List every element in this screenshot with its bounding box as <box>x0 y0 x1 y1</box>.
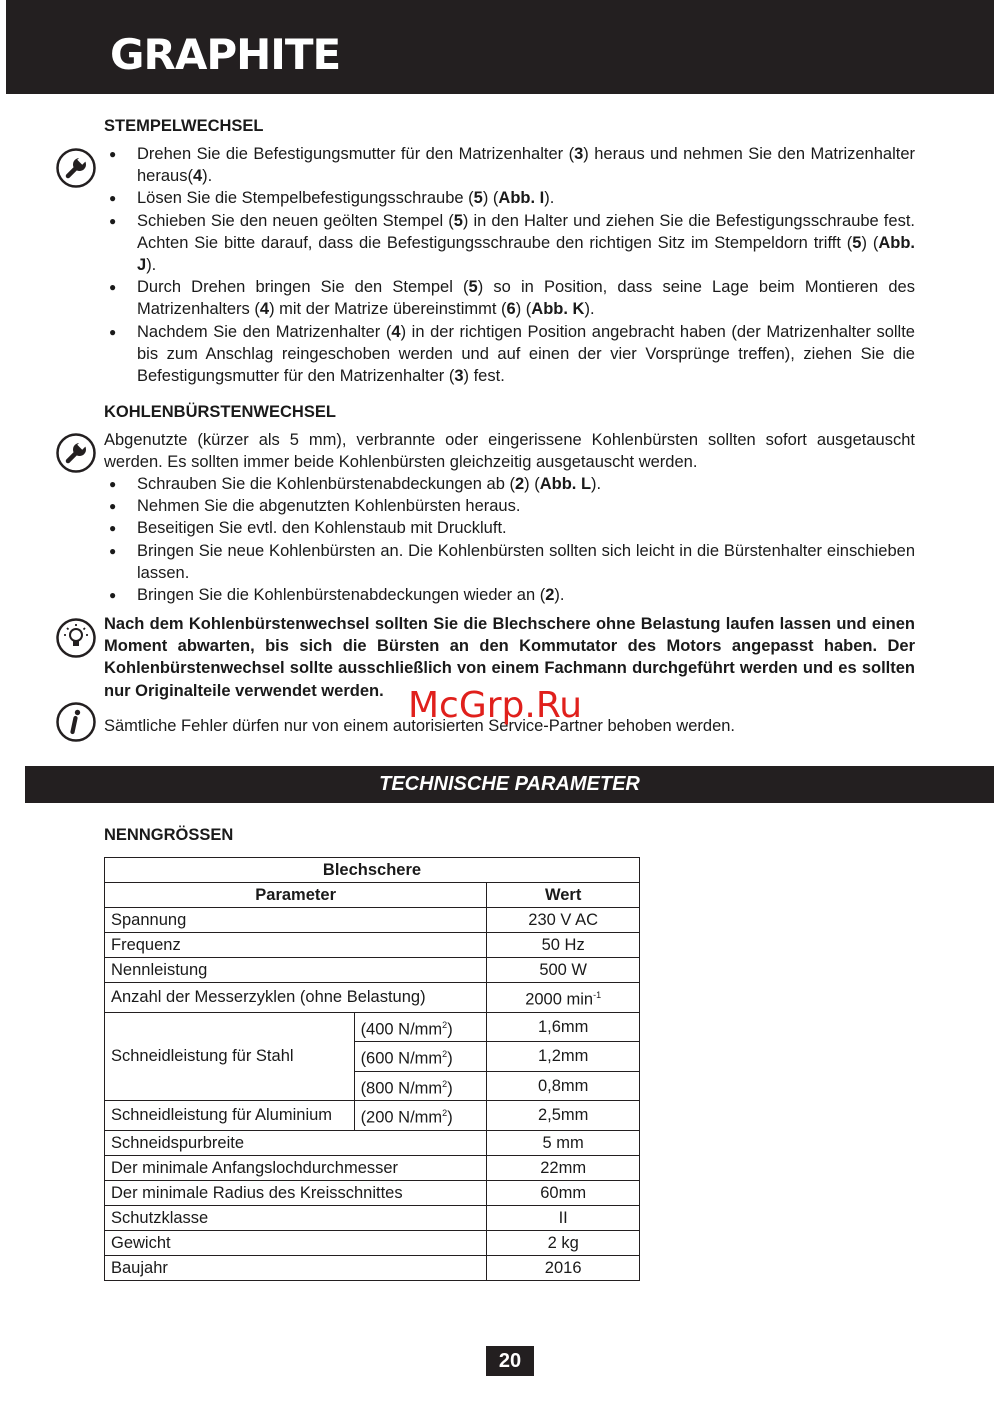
table-row: Schneidspurbreite 5 mm <box>105 1130 640 1155</box>
list-item: ● Schrauben Sie die Kohlenbürstenabdeckungen ab (2) (Abb. L). <box>104 473 915 495</box>
list-item: ● Lösen Sie die Stempelbefestigungsschraube (5) (Abb. I). <box>104 187 915 209</box>
table-row: Spannung 230 V AC <box>105 908 640 933</box>
table-row: Der minimale Anfangslochdurchmesser 22mm <box>105 1155 640 1180</box>
lightbulb-icon <box>55 617 97 659</box>
watermark: McGrp.Ru <box>408 685 583 726</box>
info-text: Sämtliche Fehler dürfen nur von einem autorisierten Service-Partner behoben werden. <box>104 717 736 735</box>
table-row: (600 $N/mm^2$) 1,2mm <box>105 1042 640 1072</box>
table-row: Nennleistung 500 W <box>105 958 640 983</box>
section-title-kohlenbuerstenwechsel: KOHLENBÜRSTENWECHSEL <box>104 403 336 421</box>
table-row: Frequenz 50 Hz <box>105 933 640 958</box>
table-row: Anzahl der Messerzyklen (ohne Belastung) 2000 $\min^{-1}$ <box>105 983 640 1013</box>
stempel-steps <box>104 143 915 387</box>
kohle-intro: Abgenutzte (kürzer als 5 mm), verbrannte oder eingerissene Kohlenbürsten sollten sofort ausgetauscht werden. Es sollten immer beide Kohlenbürsten gleichzeitig ausgetauscht werden. <box>104 431 915 472</box>
spec-table <box>104 857 640 1281</box>
wrench-icon <box>55 147 97 189</box>
note-text: Nach dem Kohlenbürstenwechsel sollten Sie die Blechschere ohne Belastung laufen lassen und einen Moment abwarten, bis sich die Bürsten an den Kommutator des Motors angepasst haben. Der Kohlenbürstenwechsel sollte ausschließlich von einem Fachmann durchgeführt werden und es sollten nur Originalteile verwendet werden. <box>104 615 915 700</box>
kohle-steps <box>104 473 915 606</box>
section-title-nenngroessen: NENNGRÖSSEN <box>104 826 234 844</box>
table-row <box>105 883 640 908</box>
table-row: Der minimale Radius des Kreisschnittes 60mm <box>105 1180 640 1205</box>
list-item: ● Drehen Sie die Befestigungsmutter für den Matrizenhalter (3) heraus und nehmen Sie den Matrizenhalter heraus(4). <box>104 143 915 187</box>
section-banner: TECHNISCHE PARAMETER <box>25 766 994 803</box>
wrench-icon <box>55 432 97 474</box>
list-item: ● Bringen Sie die Kohlenbürstenabdeckungen wieder an (2). <box>104 584 915 606</box>
table-row: (800 $N/mm^2$) 0,8mm <box>105 1071 640 1101</box>
list-item: ● Nachdem Sie den Matrizenhalter (4) in der richtigen Position angebracht haben (der Matrizenhalter sollte bis zum Anschlag reingeschoben werden und auf einen der vier Vorsprünge treffen), ziehen Sie die Befestigungsmutter für den Matrizenhalter (3) fest. <box>104 321 915 388</box>
table-row: Schneidleistung für Stahl (400 $N/mm^2$) 1,6mm <box>105 1012 640 1042</box>
list-item: ● Bringen Sie neue Kohlenbürsten an. Die Kohlenbürsten sollten sich leicht in die Bürstenhalter einschieben lassen. <box>104 540 915 584</box>
list-item: ● Beseitigen Sie evtl. den Kohlenstaub mit Druckluft. <box>104 517 915 539</box>
list-item: ● Schieben Sie den neuen geölten Stempel (5) in den Halter und ziehen Sie die Befestigungsschraube fest. Achten Sie bitte darauf, dass die Befestigungsschraube den richtigen Sitz im Stempeldorn trifft (5) (Abb. J). <box>104 210 915 277</box>
page-number: 20 <box>486 1346 534 1376</box>
list-item: ● Nehmen Sie die abgenutzten Kohlenbürsten heraus. <box>104 495 915 517</box>
info-icon <box>55 701 97 743</box>
section-title-stempelwechsel: STEMPELWECHSEL <box>104 117 264 135</box>
table-row: Baujahr 2016 <box>105 1255 640 1280</box>
table-row: Gewicht 2 kg <box>105 1230 640 1255</box>
table-row: Schutzklasse II <box>105 1205 640 1230</box>
brand-logo: GRAPHITE <box>110 30 341 79</box>
table-row: Schneidleistung für Aluminium (200 $N/mm^2$) 2,5mm <box>105 1101 640 1131</box>
table-title: Blechschere <box>105 858 640 883</box>
list-item: ● Durch Drehen bringen Sie den Stempel (5) so in Position, dass seine Lage beim Montieren des Matrizenhalters (4) mit der Matrize übereinstimmt (6) (Abb. K). <box>104 276 915 320</box>
table-row <box>105 858 640 883</box>
column-header-value: Wert <box>487 883 640 908</box>
column-header-parameter: Parameter <box>105 883 487 908</box>
header-bar <box>6 0 994 94</box>
